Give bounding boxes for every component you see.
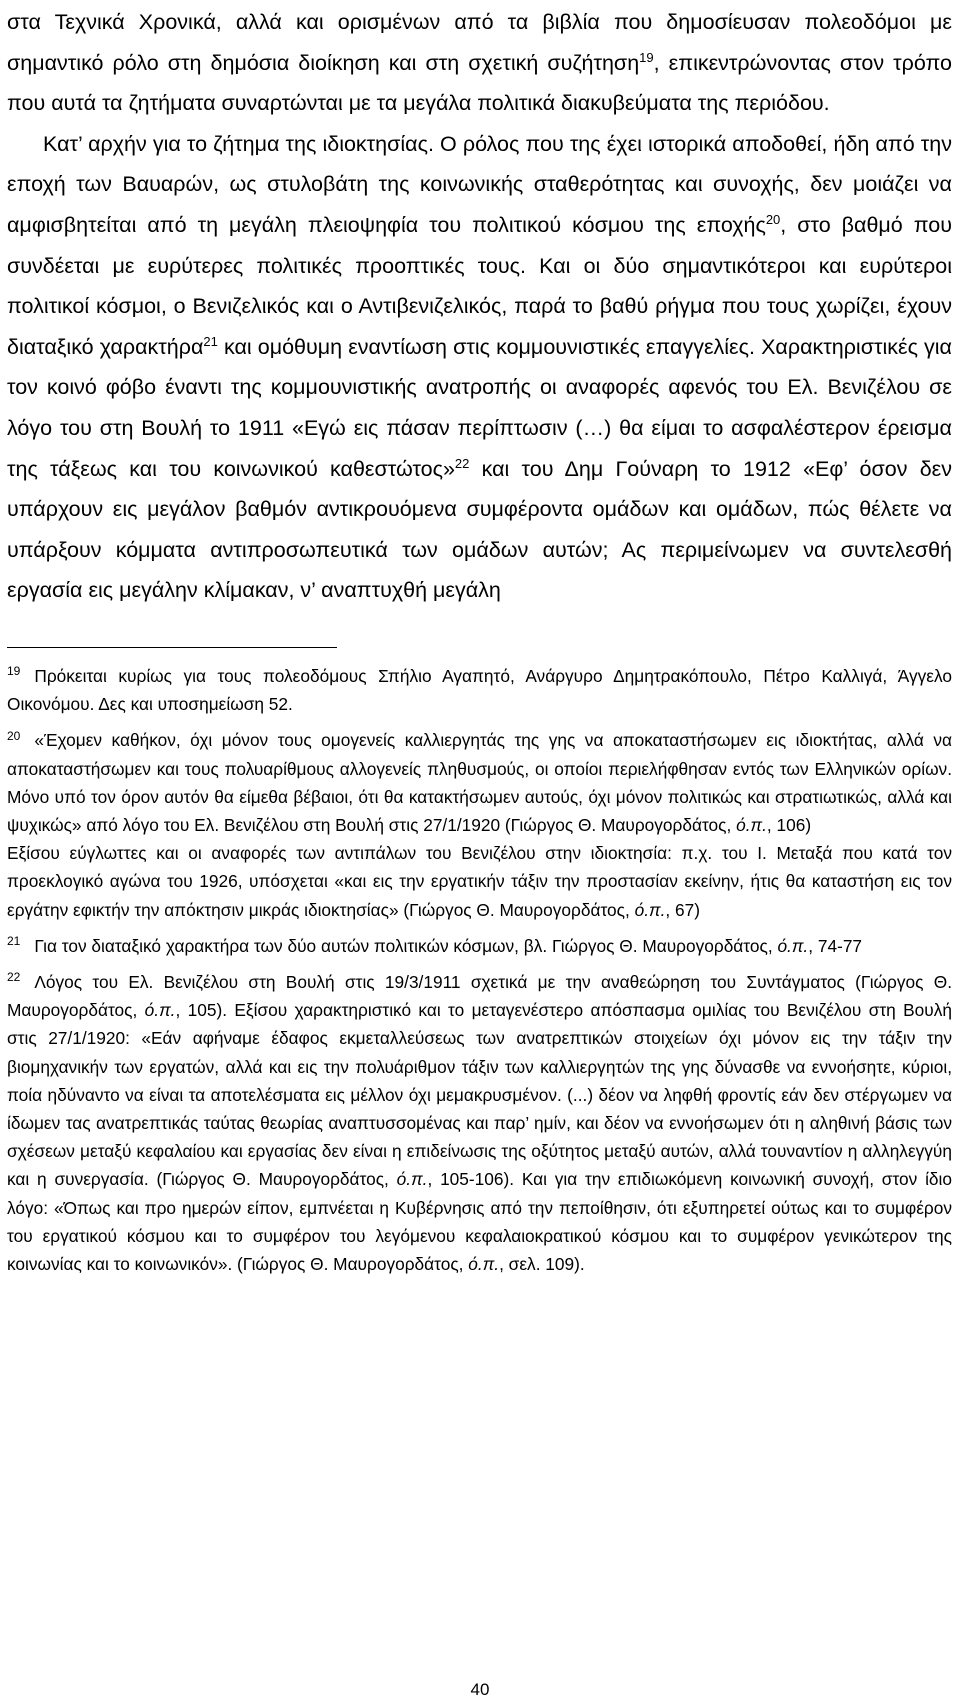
footnotes <box>7 662 952 1278</box>
footnote-reference[interactable]: 19 <box>639 49 654 65</box>
footnote-reference[interactable]: 20 <box>765 211 781 227</box>
body-text <box>7 2 952 611</box>
paragraph: Κατ’ αρχήν για το ζήτημα της ιδιοκτησίας. Ο ρόλος που της έχει ιστορικά αποδοθεί, ήδη από την εποχή των Βαυαρών, ως στυλοβάτη της κοινωνικής σταθερότητας και συνοχής, δεν μοιάζει να αμφισβητείται από τη μεγάλη πλειοψηφία του πολιτικού κόσμου της εποχής$^{20}$, στο βαθμό που συνδέεται με ευρύτερες πολιτικές προοπτικές τους. Και οι δύο σημαντικότεροι και ευρύτεροι πολιτικοί κόσμοι, ο Βενιζελικός και ο Αντιβενιζελικός, παρά το βαθύ ρήγμα που τους χωρίζει, έχουν διαταξικό χαρακτήρα$^{21}$ και ομόθυμη εναντίωση στις κομμουνιστικές επαγγελίες. Χαρακτηριστικές για τον κοινό φόβο έναντι της κομμουνιστικής ανατροπής οι αναφορές αφενός του Ελ. Βενιζέλου σε λόγο του στη Βουλή το 1911 «Εγώ εις πάσαν περίπτωσιν (…) θα είμαι το ασφαλέστερον έρεισμα της τάξεως και του κοινωνικού καθεστώτος»$^{22}$ και του Δημ Γούναρη το 1912 «Εφ’ όσον δεν υπάρχουν εις μεγάλον βαθμόν αντικρουόμενα συμφέροντα ομάδων και ομάδων, πώς θέλετε να υπάρξουν κόμματα αντιπροσωπευτικά των ομάδων αυτών; Ας περιμείνωμεν να συντελεσθή εργασία εις μεγάλην κλίμακαν, ν’ αναπτυχθή μεγάλη <box>7 131 952 603</box>
footnote-separator <box>7 647 337 648</box>
paragraph: στα Τεχνικά Χρονικά, αλλά και ορισμένων από τα βιβλία που δημοσίευσαν πολεοδόμοι με σημαντικό ρόλο στη δημόσια διοίκηση και στη σχετική συζήτηση$^{19}$, επικεντρώνοντας στον τρόπο που αυτά τα ζητήματα συναρτώνται με τα μεγάλα πολιτικά διακυβεύματα της περιόδου. <box>7 10 952 116</box>
footnote-reference[interactable]: 22 <box>454 455 470 471</box>
footnote-number: 22 <box>7 970 21 985</box>
footnote-20: $^{20}$ «Έχομεν καθήκον, όχι μόνον τους ομογενείς καλλιεργητάς της γης να αποκαταστήσωμεν εις ιδιοκτήτας, αλλά να αποκαταστήσωμεν και τους πολυαρίθμους αλλογενείς πληθυσμούς, οι οποίοι περιελήφθησαν εντός των Ελληνικών ορίων. Μόνο υπό τον όρον αυτόν θα είμεθα βέβαιοι, ότι θα κατακτήσωμεν αυτούς, όχι μόνον πολιτικώς και στρατιωτικώς, αλλά και ψυχικώς» από λόγο του Ελ. Βενιζέλου στη Βουλή στις 27/1/1920 (Γιώργος Θ. Μαυρογορδάτος, ό.π., 106) Εξίσου εύγλωττες και οι αναφορές των αντιπάλων του Βενιζέλου στην ιδιοκτησία: π.χ. του Ι. Μεταξά που κατά τον προεκλογικό αγώνα του 1926, υπόσχεται «και εις την εργατικήν τάξιν την προστασίαν εκείνην, ήτις θα καταστήση εις τον εργάτην εφικτήν την απόκτησιν μικράς ιδιοκτησίας» (Γιώργος Θ. Μαυρογορδάτος, ό.π., 67) <box>7 728 952 920</box>
document-page <box>7 0 952 1286</box>
footnote-number: 21 <box>7 933 21 948</box>
footnote-number: 19 <box>7 664 21 679</box>
footnote-number: 20 <box>7 728 21 743</box>
footnote-reference[interactable]: 21 <box>203 333 218 349</box>
page-number: 40 <box>470 1680 490 1699</box>
footnote-21: $^{21}$ Για τον διαταξικό χαρακτήρα των δύο αυτών πολιτικών κόσμων, βλ. Γιώργος Θ. Μαυρογορδάτος, ό.π., 74-77 <box>7 933 863 956</box>
footnote-22: $^{22}$ Λόγος του Ελ. Βενιζέλου στη Βουλή στις 19/3/1911 σχετικά με την αναθεώρηση του Συντάγματος (Γιώργος Θ. Μαυρογορδάτος, ό.π., 105). Εξίσου χαρακτηριστικό και το μεταγενέστερο απόσπασμα ομιλίας του Βενιζέλου στη Βουλή στις 27/1/1920: «Εάν αφήναμε έδαφος εκμεταλλεύσεως των ανατρεπτικών στοιχείων όχι μόνον εις την τάξιν την βιομηχανικήν των εργατών, αλλά και εις την πολυάριθμον τάξιν των καλλιεργητών της γης δύνασθε να εννοήσητε, κύριοι, ποία ηδύναντο να είναι τα αποτελέσματα εις μέλλον όχι μεμακρυσμένον. (...) δέον να ληφθή φροντίς εάν δεν στέργωμεν να ίδωμεν τας ανατρεπτικάς ταύτας θεωρίας αναπτυσσομένας και παρ’ ημίν, και δέον να εννοήσωμεν ότι η αληθινή βάσις των σχέσεων μεταξύ κεφαλαίου και εργασίας δεν είναι η επιδείνωσις της οξύτητος μεταξύ αυτών, αλλά τουναντίον η αλληλεγγύη και η συνεργασία. (Γιώργος Θ. Μαυρογορδάτος, ό.π., 105-106). Και για την επιδιωκόμενη κοινωνική συνοχή, στον ίδιο λόγο: «Όπως και προ ημερών είπον, εμπνέεται η Κυβέρνησις από την πεποίθησιν, ότι εξυπηρετεί ούτως και το συμφέρον του εργατικού κόσμου και το συμφέρον του λεγόμενου κεφαλαιοκρατικού κόσμου και το συμφέρον γενικώτερον της κοινωνίας και το κοινωνικόν». (Γιώργος Θ. Μαυρογορδάτος, ό.π., σελ. 109). <box>7 970 952 1274</box>
footnote-19: $^{19}$ Πρόκειται κυρίως για τους πολεοδόμους Σπήλιο Αγαπητό, Ανάργυρο Δημητρακόπουλο, Πέτρο Καλλιγά, Άγγελο Οικονόμου. Δες και υποσημείωση 52. <box>7 664 952 715</box>
